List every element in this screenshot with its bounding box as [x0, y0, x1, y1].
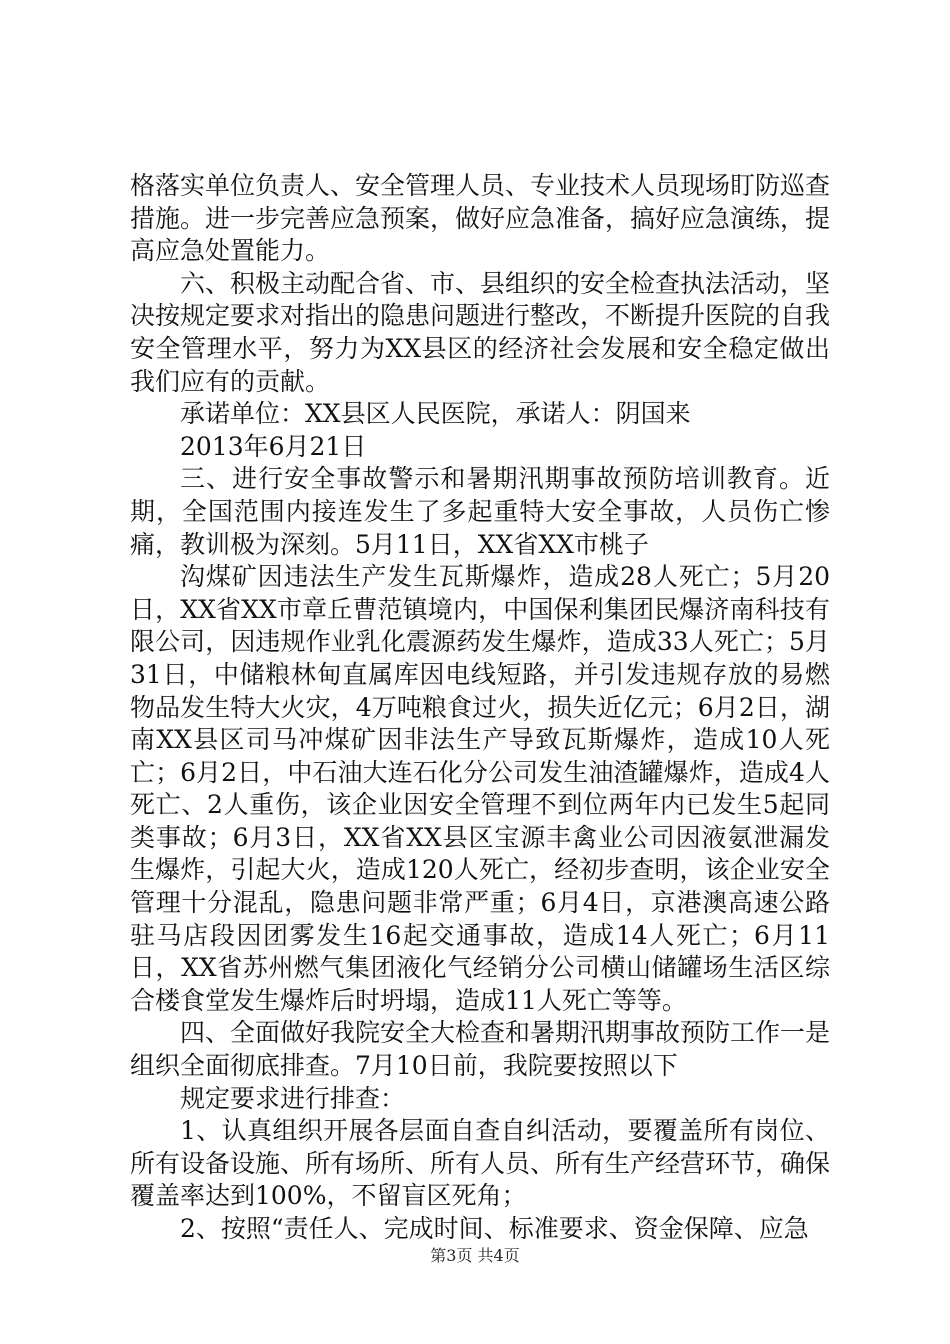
paragraph-7: 四、全面做好我院安全大检查和暑期汛期事故预防工作一是组织全面彻底排查。7月10日前，我院要按照以下	[130, 1018, 831, 1081]
paragraph-8: 规定要求进行排查：	[180, 1083, 406, 1113]
paragraph-1: 格落实单位负责人、安全管理人员、专业技术人员现场盯防巡查措施。进一步完善应急预案，做好应急准备，搞好应急演练，提高应急处置能力。	[130, 171, 831, 266]
document-body	[130, 170, 830, 1246]
paragraph-5: 三、进行安全事故警示和暑期汛期事故预防培训教育。近期，全国范围内接连发生了多起重特大安全事故，人员伤亡惨痛，教训极为深刻。5月11日，XX省XX市桃子	[130, 464, 830, 559]
page-number-label: 第3页 共4页	[430, 1246, 520, 1265]
page-footer	[0, 1245, 950, 1267]
paragraph-6: 沟煤矿因违法生产发生瓦斯爆炸，造成28人死亡；5月20日，XX省XX市章丘曹范镇境内，中国保利集团民爆济南科技有限公司，因违规作业乳化震源药发生爆炸，造成33人死亡；5月31日，中储粮林甸直属库因电线短路，并引发违规存放的易燃物品发生特大火灾，4万吨粮食过火，损失近亿元；6月2日，湖南XX县区司马冲煤矿因非法生产导致瓦斯爆炸，造成10人死亡；6月2日，中石油大连石化分公司发生油渣罐爆炸，造成4人死亡、2人重伤，该企业因安全管理不到位两年内已发生5起同类事故；6月3日，XX省XX县区宝源丰禽业公司因液氨泄漏发生爆炸，引起大火，造成120人死亡，经初步查明，该企业安全管理十分混乱，隐患问题非常严重；6月4日，京港澳高速公路驻马店段因团雾发生16起交通事故，造成14人死亡；6月11日，XX省苏州燃气集团液化气经销分公司横山储罐场生活区综合楼食堂发生爆炸后时坍塌，造成11人死亡等等。	[130, 562, 830, 1015]
paragraph-9: 1、认真组织开展各层面自查自纠活动，要覆盖所有岗位、所有设备设施、所有场所、所有人员、所有生产经营环节，确保覆盖率达到100%，不留盲区死角；	[130, 1116, 831, 1211]
paragraph-2: 六、积极主动配合省、市、县组织的安全检查执法活动，坚决按规定要求对指出的隐患问题进行整改，不断提升医院的自我安全管理水平，努力为XX县区的经济社会发展和安全稳定做出我们应有的贡献。	[130, 268, 831, 396]
paragraph-4: 2013年6月21日	[180, 431, 367, 461]
paragraph-10: 2、按照“责任人、完成时间、标准要求、资金保障、应急	[180, 1214, 809, 1243]
paragraph-3: 承诺单位：XX县区人民医院，承诺人：阴国来	[180, 399, 691, 429]
